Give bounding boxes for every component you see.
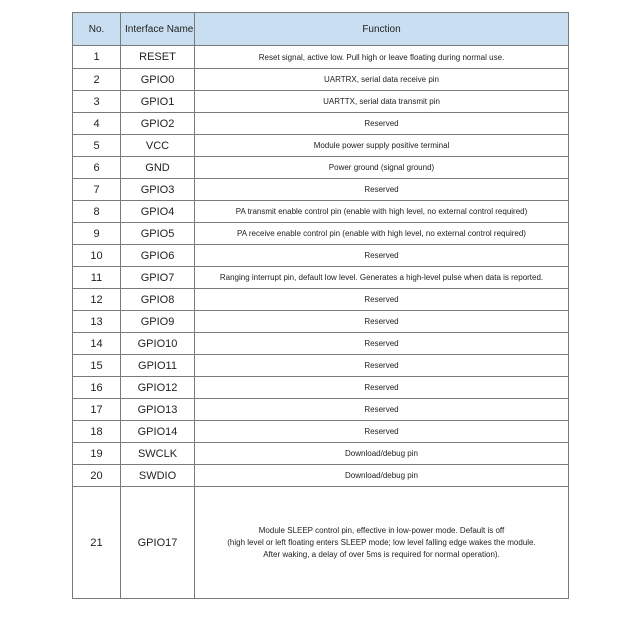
pin-function: Reserved	[195, 245, 569, 267]
pin-function: Download/debug pin	[195, 443, 569, 465]
table-row	[73, 223, 569, 245]
table-row	[73, 157, 569, 179]
table-row	[73, 46, 569, 69]
pin-function: Reset signal, active low. Pull high or leave floating during normal use.	[195, 46, 569, 69]
pin-number: 18	[73, 421, 121, 443]
table-row	[73, 443, 569, 465]
table-row	[73, 399, 569, 421]
table-row	[73, 377, 569, 399]
pin-function: UARTTX, serial data transmit pin	[195, 91, 569, 113]
pin-number: 2	[73, 69, 121, 91]
pin-number: 5	[73, 135, 121, 157]
interface-name: GPIO12	[121, 377, 195, 399]
pin-number: 20	[73, 465, 121, 487]
interface-name: GPIO9	[121, 311, 195, 333]
pin-definition-table	[72, 12, 569, 599]
pin-function: Reserved	[195, 113, 569, 135]
pin-function: Reserved	[195, 355, 569, 377]
interface-name: GPIO5	[121, 223, 195, 245]
pin-number: 7	[73, 179, 121, 201]
interface-name: GPIO13	[121, 399, 195, 421]
pin-function: Reserved	[195, 399, 569, 421]
interface-name: RESET	[121, 46, 195, 69]
pin-number: 21	[73, 487, 121, 599]
pin-function: Module power supply positive terminal	[195, 135, 569, 157]
interface-name: GPIO2	[121, 113, 195, 135]
table-row	[73, 465, 569, 487]
pin-number: 1	[73, 46, 121, 69]
header-function: Function	[195, 13, 569, 46]
header-no: No.	[73, 13, 121, 46]
interface-name: GPIO6	[121, 245, 195, 267]
interface-name: GPIO8	[121, 289, 195, 311]
interface-name: SWCLK	[121, 443, 195, 465]
pin-number: 19	[73, 443, 121, 465]
pin-function: PA receive enable control pin (enable with high level, no external control required)	[195, 223, 569, 245]
pin-function: Ranging interrupt pin, default low level. Generates a high-level pulse when data is reported.	[195, 267, 569, 289]
table-row	[73, 245, 569, 267]
interface-name: GPIO0	[121, 69, 195, 91]
pin-number: 15	[73, 355, 121, 377]
table-row	[73, 487, 569, 599]
pin-function-line: After waking, a delay of over 5ms is required for normal operation).	[263, 549, 500, 559]
table-row	[73, 135, 569, 157]
table-row	[73, 333, 569, 355]
pin-number: 10	[73, 245, 121, 267]
table-row	[73, 267, 569, 289]
pin-number: 11	[73, 267, 121, 289]
table-row	[73, 201, 569, 223]
interface-name: VCC	[121, 135, 195, 157]
pin-function: Reserved	[195, 377, 569, 399]
table-row	[73, 91, 569, 113]
interface-name: GPIO14	[121, 421, 195, 443]
pin-function	[195, 487, 569, 599]
pin-number: 12	[73, 289, 121, 311]
pin-number: 9	[73, 223, 121, 245]
pin-function: UARTRX, serial data receive pin	[195, 69, 569, 91]
pin-function: Reserved	[195, 179, 569, 201]
interface-name: GPIO1	[121, 91, 195, 113]
pin-number: 4	[73, 113, 121, 135]
table-row	[73, 179, 569, 201]
header-row	[73, 13, 569, 46]
interface-name: GPIO4	[121, 201, 195, 223]
pin-function: PA transmit enable control pin (enable with high level, no external control required)	[195, 201, 569, 223]
header-interface-name: Interface Name	[121, 13, 195, 46]
pin-function-line: (high level or left floating enters SLEEP mode; low level falling edge wakes the module.	[227, 537, 536, 547]
pin-number: 14	[73, 333, 121, 355]
pin-number: 17	[73, 399, 121, 421]
pin-function: Reserved	[195, 311, 569, 333]
interface-name: GPIO7	[121, 267, 195, 289]
table-row	[73, 289, 569, 311]
pin-number: 16	[73, 377, 121, 399]
interface-name: SWDIO	[121, 465, 195, 487]
pin-number: 8	[73, 201, 121, 223]
pin-function: Power ground (signal ground)	[195, 157, 569, 179]
interface-name: GPIO17	[121, 487, 195, 599]
pin-number: 3	[73, 91, 121, 113]
table-row	[73, 113, 569, 135]
table-row	[73, 355, 569, 377]
pin-function: Reserved	[195, 421, 569, 443]
pin-function: Reserved	[195, 289, 569, 311]
interface-name: GPIO11	[121, 355, 195, 377]
pin-function: Reserved	[195, 333, 569, 355]
interface-name: GPIO10	[121, 333, 195, 355]
pin-number: 13	[73, 311, 121, 333]
pin-function-line: Module SLEEP control pin, effective in low-power mode. Default is off	[258, 525, 505, 535]
table-row	[73, 421, 569, 443]
pin-number: 6	[73, 157, 121, 179]
table-row	[73, 311, 569, 333]
interface-name: GND	[121, 157, 195, 179]
interface-name: GPIO3	[121, 179, 195, 201]
pin-function: Download/debug pin	[195, 465, 569, 487]
table-row	[73, 69, 569, 91]
